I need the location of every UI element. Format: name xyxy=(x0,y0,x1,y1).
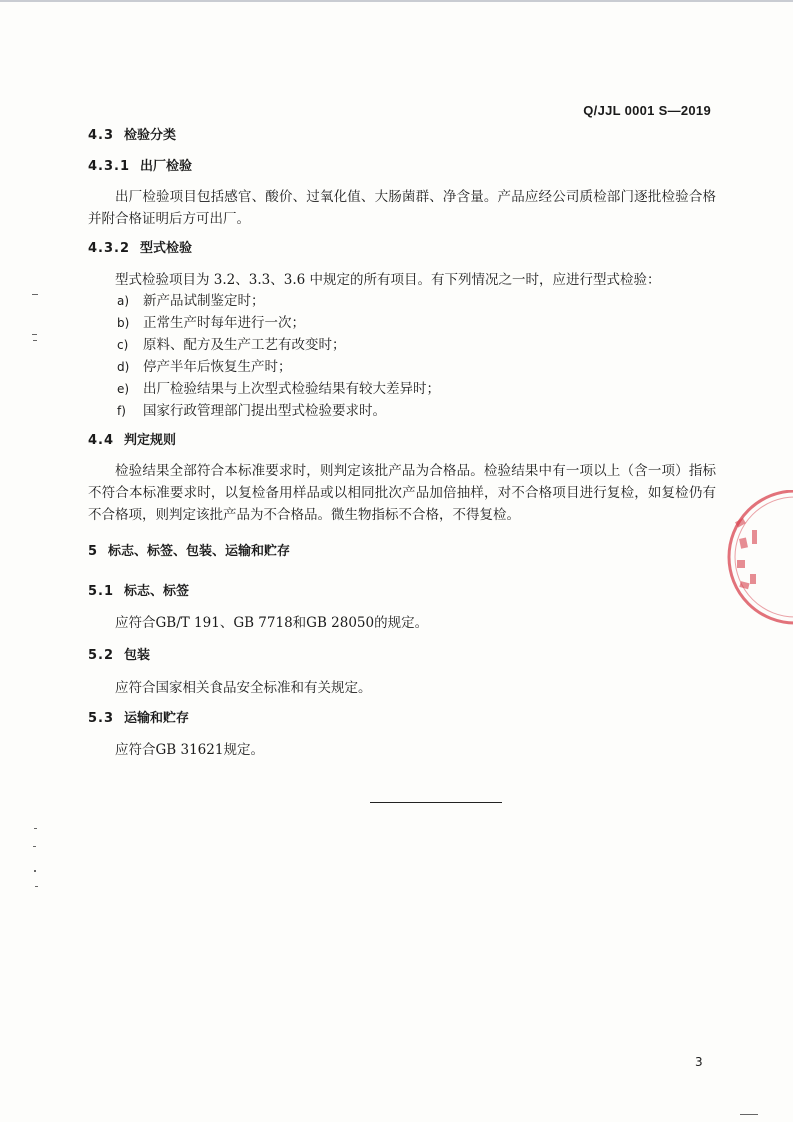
section-heading-5-1 xyxy=(88,580,189,599)
scan-speck xyxy=(740,1114,758,1115)
section-title: 标志、标签、包装、运输和贮存 xyxy=(108,544,291,559)
list-item xyxy=(117,356,292,378)
page-number: 3 xyxy=(695,1055,703,1069)
standard-code: Q/JJL 0001 S—2019 xyxy=(583,103,711,118)
section-heading-4-3-2 xyxy=(88,237,192,256)
scan-speck xyxy=(32,334,37,335)
section-number: 4.3 xyxy=(88,128,115,143)
scan-speck xyxy=(33,846,36,847)
section-title: 检验分类 xyxy=(124,128,177,143)
scan-speck xyxy=(33,340,37,341)
section-title: 判定规则 xyxy=(124,433,177,448)
end-of-document-rule xyxy=(370,802,502,803)
section-number: 5.3 xyxy=(88,711,115,726)
list-item-text: 国家行政管理部门提出型式检验要求时。 xyxy=(143,403,386,419)
section-heading-5-2 xyxy=(88,644,150,663)
list-item-label: c) xyxy=(117,338,129,352)
list-item-label: a) xyxy=(117,294,130,308)
section-heading-5 xyxy=(88,540,290,559)
section-title: 标志、标签 xyxy=(124,584,190,599)
section-heading-4-3-1 xyxy=(88,155,192,174)
seal-stamp xyxy=(700,490,793,640)
paragraph-transport-storage: 应符合GB 31621规定。 xyxy=(115,742,264,758)
section-title: 型式检验 xyxy=(140,241,193,256)
section-number: 5.1 xyxy=(88,584,115,599)
list-item-text: 停产半年后恢复生产时； xyxy=(143,359,292,375)
section-number: 4.3.1 xyxy=(88,159,131,174)
section-title: 包装 xyxy=(124,648,151,663)
list-item xyxy=(117,312,305,334)
list-item-label: e) xyxy=(117,382,130,396)
scan-speck xyxy=(32,294,38,295)
section-heading-4-3 xyxy=(88,124,176,143)
list-item xyxy=(117,378,440,400)
list-item xyxy=(117,290,265,312)
scan-speck xyxy=(34,870,36,872)
section-title: 运输和贮存 xyxy=(124,711,190,726)
paragraph-judgement-rules: 检验结果全部符合本标准要求时，则判定该批产品为合格品。检验结果中有一项以上（含一项）指标不符合本标准要求时，以复检备用样品或以相同批次产品加倍抽样，对不合格项目进行复检，如复检仍有不合格项，则判定该批产品为不合格品。微生物指标不合格，不得复检。 xyxy=(88,463,716,523)
list-item-text: 新产品试制鉴定时； xyxy=(143,293,265,309)
paragraph-type-inspection-intro: 型式检验项目为 3.2、3.3、3.6 中规定的所有项目。有下列情况之一时，应进行型式检验： xyxy=(115,272,661,288)
list-item-text: 出厂检验结果与上次型式检验结果有较大差异时； xyxy=(143,381,440,397)
section-number: 4.4 xyxy=(88,433,115,448)
section-number: 5 xyxy=(88,544,99,559)
list-item xyxy=(117,334,346,356)
section-heading-4-4 xyxy=(88,429,176,448)
list-item-label: f) xyxy=(117,404,126,418)
paragraph-labeling: 应符合GB/T 191、GB 7718和GB 28050的规定。 xyxy=(115,615,429,631)
paragraph-factory-inspection: 出厂检验项目包括感官、酸价、过氧化值、大肠菌群、净含量。产品应经公司质检部门逐批检验合格并附合格证明后方可出厂。 xyxy=(88,189,716,227)
section-heading-5-3 xyxy=(88,707,189,726)
section-number: 4.3.2 xyxy=(88,241,131,256)
list-item-label: b) xyxy=(117,316,130,330)
list-item xyxy=(117,400,386,422)
scan-speck xyxy=(35,886,38,887)
section-title: 出厂检验 xyxy=(140,159,193,174)
scan-speck xyxy=(34,828,37,829)
paragraph-packaging: 应符合国家相关食品安全标准和有关规定。 xyxy=(115,680,372,696)
top-edge-line xyxy=(0,0,793,2)
list-item-label: d) xyxy=(117,360,130,374)
section-number: 5.2 xyxy=(88,648,115,663)
list-item-text: 原料、配方及生产工艺有改变时； xyxy=(143,337,346,353)
list-item-text: 正常生产时每年进行一次； xyxy=(143,315,305,331)
